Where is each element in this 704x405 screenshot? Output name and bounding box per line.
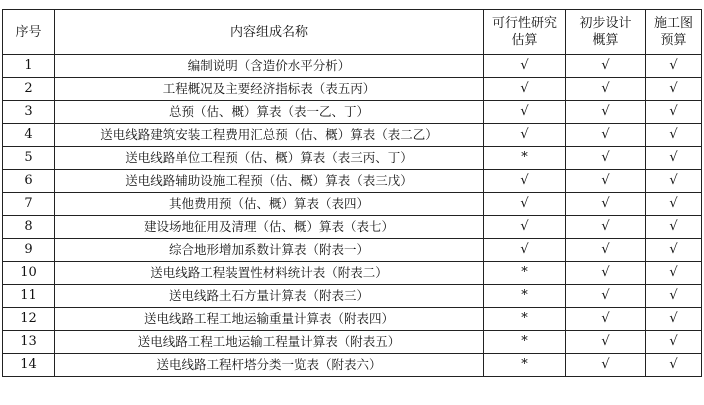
row-index-cell: 2 bbox=[3, 78, 55, 101]
row-index-cell: 13 bbox=[3, 331, 55, 354]
row-index-cell: 6 bbox=[3, 170, 55, 193]
row-construction-cell: √ bbox=[646, 78, 702, 101]
row-construction-cell: √ bbox=[646, 262, 702, 285]
row-construction-cell: √ bbox=[646, 285, 702, 308]
row-name-cell: 其他费用预（估、概）算表（表四） bbox=[55, 193, 484, 216]
row-name-cell: 送电线路工程装置性材料统计表（附表二） bbox=[55, 262, 484, 285]
row-feasibility-cell: * bbox=[484, 285, 566, 308]
row-index-cell: 9 bbox=[3, 239, 55, 262]
row-feasibility-cell: √ bbox=[484, 170, 566, 193]
row-preliminary-cell: √ bbox=[566, 55, 646, 78]
row-index-cell: 10 bbox=[3, 262, 55, 285]
row-index-cell: 14 bbox=[3, 354, 55, 377]
header-feasibility-line2: 估算 bbox=[511, 33, 538, 48]
row-name-cell: 送电线路工程工地运输工程量计算表（附表五） bbox=[55, 331, 484, 354]
row-feasibility-cell: √ bbox=[484, 124, 566, 147]
row-feasibility-cell: √ bbox=[484, 55, 566, 78]
row-feasibility-cell: √ bbox=[484, 239, 566, 262]
row-name-cell: 建设场地征用及清理（估、概）算表（表七） bbox=[55, 216, 484, 239]
row-preliminary-cell: √ bbox=[566, 170, 646, 193]
table-row bbox=[3, 285, 702, 308]
row-name-cell: 送电线路土石方量计算表（附表三） bbox=[55, 285, 484, 308]
table-body bbox=[3, 55, 702, 377]
row-construction-cell: √ bbox=[646, 124, 702, 147]
row-name-cell: 送电线路建筑安装工程费用汇总预（估、概）算表（表二乙） bbox=[55, 124, 484, 147]
row-construction-cell: √ bbox=[646, 101, 702, 124]
row-feasibility-cell: √ bbox=[484, 78, 566, 101]
row-preliminary-cell: √ bbox=[566, 124, 646, 147]
header-feasibility bbox=[484, 10, 566, 55]
row-construction-cell: √ bbox=[646, 239, 702, 262]
row-index-cell: 12 bbox=[3, 308, 55, 331]
row-construction-cell: √ bbox=[646, 147, 702, 170]
row-preliminary-cell: √ bbox=[566, 193, 646, 216]
header-row bbox=[3, 10, 702, 55]
row-feasibility-cell: * bbox=[484, 354, 566, 377]
row-preliminary-cell: √ bbox=[566, 262, 646, 285]
header-preliminary-line2: 概算 bbox=[592, 33, 619, 48]
row-index-cell: 4 bbox=[3, 124, 55, 147]
row-index-cell: 1 bbox=[3, 55, 55, 78]
table-row bbox=[3, 78, 702, 101]
row-index-cell: 7 bbox=[3, 193, 55, 216]
content-composition-table bbox=[2, 9, 702, 377]
row-construction-cell: √ bbox=[646, 308, 702, 331]
header-preliminary-line1: 初步设计 bbox=[579, 16, 632, 31]
table-row bbox=[3, 170, 702, 193]
row-preliminary-cell: √ bbox=[566, 78, 646, 101]
row-preliminary-cell: √ bbox=[566, 331, 646, 354]
row-preliminary-cell: √ bbox=[566, 308, 646, 331]
table-row bbox=[3, 216, 702, 239]
table-row bbox=[3, 308, 702, 331]
row-preliminary-cell: √ bbox=[566, 101, 646, 124]
row-name-cell: 送电线路工程杆塔分类一览表（附表六） bbox=[55, 354, 484, 377]
row-feasibility-cell: √ bbox=[484, 193, 566, 216]
row-construction-cell: √ bbox=[646, 193, 702, 216]
table-row bbox=[3, 147, 702, 170]
header-construction-line2: 预算 bbox=[660, 33, 687, 48]
row-name-cell: 编制说明（含造价水平分析） bbox=[55, 55, 484, 78]
row-name-cell: 总预（估、概）算表（表一乙、丁） bbox=[55, 101, 484, 124]
row-index-cell: 11 bbox=[3, 285, 55, 308]
row-feasibility-cell: * bbox=[484, 262, 566, 285]
row-construction-cell: √ bbox=[646, 55, 702, 78]
table-row bbox=[3, 331, 702, 354]
row-feasibility-cell: √ bbox=[484, 216, 566, 239]
row-preliminary-cell: √ bbox=[566, 147, 646, 170]
row-construction-cell: √ bbox=[646, 354, 702, 377]
header-preliminary bbox=[566, 10, 646, 55]
table-row bbox=[3, 193, 702, 216]
table-row bbox=[3, 55, 702, 78]
row-name-cell: 送电线路工程工地运输重量计算表（附表四） bbox=[55, 308, 484, 331]
row-preliminary-cell: √ bbox=[566, 354, 646, 377]
row-name-cell: 综合地形增加系数计算表（附表一） bbox=[55, 239, 484, 262]
row-name-cell: 送电线路辅助设施工程预（估、概）算表（表三戊） bbox=[55, 170, 484, 193]
row-construction-cell: √ bbox=[646, 216, 702, 239]
row-index-cell: 8 bbox=[3, 216, 55, 239]
header-construction-line1: 施工图 bbox=[653, 16, 693, 31]
row-name-cell: 送电线路单位工程预（估、概）算表（表三丙、丁） bbox=[55, 147, 484, 170]
row-index-cell: 5 bbox=[3, 147, 55, 170]
header-construction bbox=[646, 10, 702, 55]
table-row bbox=[3, 239, 702, 262]
row-name-cell: 工程概况及主要经济指标表（表五丙） bbox=[55, 78, 484, 101]
row-feasibility-cell: √ bbox=[484, 101, 566, 124]
row-construction-cell: √ bbox=[646, 331, 702, 354]
header-index: 序号 bbox=[3, 10, 55, 55]
header-name: 内容组成名称 bbox=[55, 10, 484, 55]
header-feasibility-line1: 可行性研究 bbox=[491, 16, 557, 31]
table-row bbox=[3, 101, 702, 124]
row-feasibility-cell: * bbox=[484, 147, 566, 170]
row-preliminary-cell: √ bbox=[566, 239, 646, 262]
row-preliminary-cell: √ bbox=[566, 216, 646, 239]
table-row bbox=[3, 124, 702, 147]
row-feasibility-cell: * bbox=[484, 308, 566, 331]
row-construction-cell: √ bbox=[646, 170, 702, 193]
row-feasibility-cell: * bbox=[484, 331, 566, 354]
table-row bbox=[3, 262, 702, 285]
row-preliminary-cell: √ bbox=[566, 285, 646, 308]
table-row bbox=[3, 354, 702, 377]
row-index-cell: 3 bbox=[3, 101, 55, 124]
